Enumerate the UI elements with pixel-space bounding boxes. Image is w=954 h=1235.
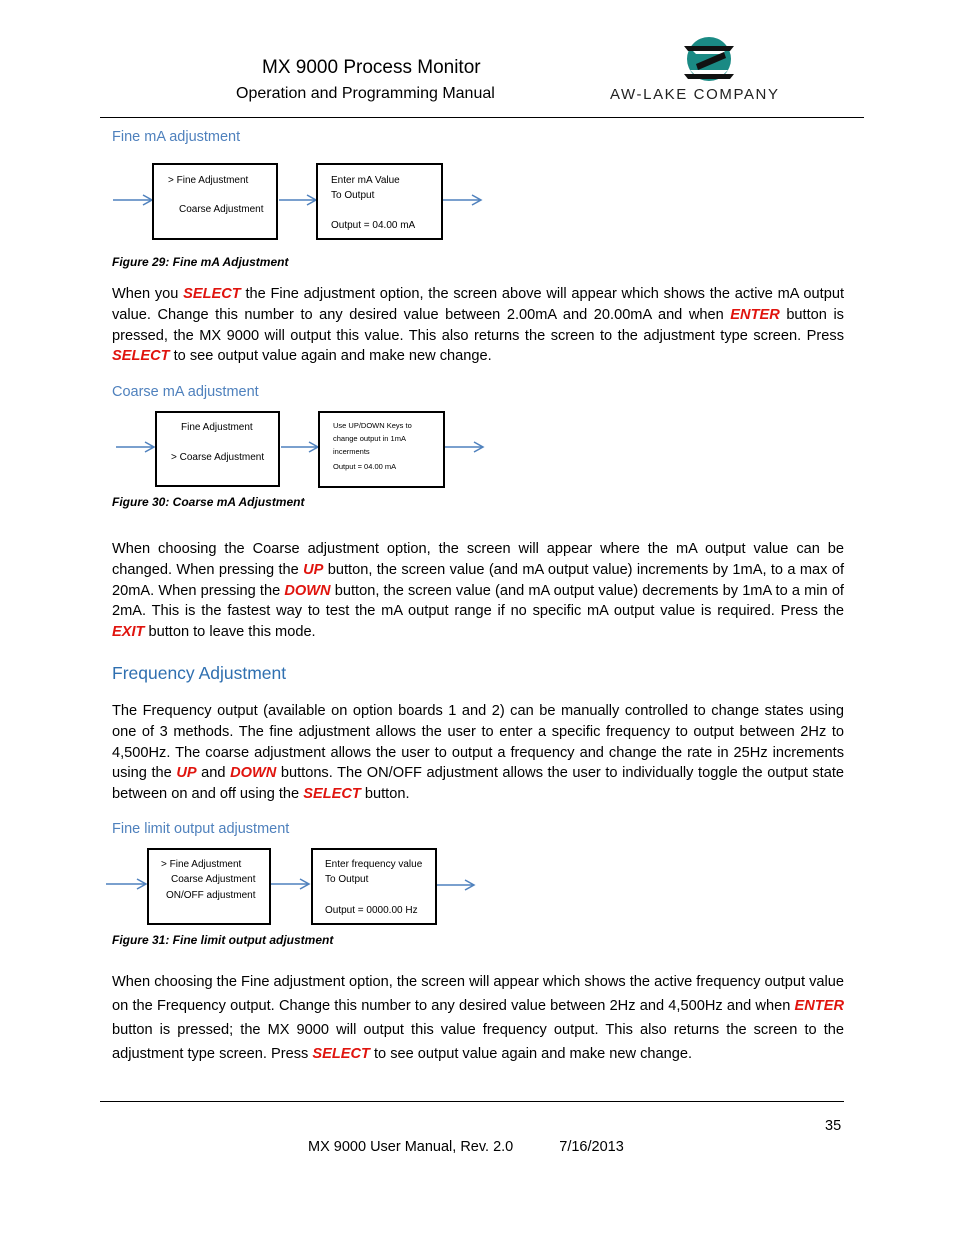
text: When choosing the Coarse adjustment option, the screen will appear where the mA output value can be changed. When pressing the [112, 541, 844, 578]
arrow-right-icon [271, 877, 313, 891]
footer-text [308, 1139, 624, 1155]
footer-rule [100, 1101, 844, 1102]
paragraph [112, 701, 844, 805]
lcd-screen-up-down [318, 411, 445, 488]
screen-line: To Output [331, 190, 375, 201]
arrow-right-icon [113, 193, 155, 207]
arrow-right-icon [281, 440, 323, 454]
screen-line: incerments [333, 447, 370, 456]
document-subtitle: Operation and Programming Manual [236, 85, 495, 102]
keyword: ENTER [794, 998, 844, 1014]
lcd-screen-adjust-type [155, 411, 280, 487]
menu-line: ON/OFF adjustment [166, 890, 256, 901]
paragraph [112, 539, 844, 643]
screen-line: Output = 0000.00 Hz [325, 905, 418, 916]
logo-text: AW-LAKE COMPANY [610, 86, 780, 103]
text: the Fine adjustment option, the screen above will appear which shows the active mA output value. Change this number to any desired value between 2.00mA and 20.00mA and when [112, 286, 844, 323]
screen-line: Output = 04.00 mA [331, 220, 416, 231]
keyword: SELECT [112, 348, 170, 365]
heading-fine-limit: Fine limit output adjustment [112, 821, 290, 837]
text: button to leave this mode. [144, 624, 316, 641]
arrow-right-icon [443, 193, 485, 207]
screen-line: Use UP/DOWN Keys to [333, 421, 412, 430]
arrow-right-icon [279, 193, 321, 207]
lcd-screen-enter-value [316, 163, 443, 240]
arrow-right-icon [116, 440, 158, 454]
lcd-screen-adjust-type [152, 163, 278, 240]
menu-line: Coarse Adjustment [179, 204, 264, 215]
lcd-screen-adjust-type [147, 848, 271, 925]
paragraph [112, 284, 844, 367]
text: When you [112, 286, 184, 302]
keyword: EXIT [112, 624, 145, 641]
header-rule [100, 117, 864, 118]
menu-line: Fine Adjustment [181, 422, 253, 433]
text: The Frequency output (available on option boards 1 and 2) can be manually controlled to change states using one of 3 methods. The fine adjustment allows the user to enter a specific frequency to output between 2Hz to 4,500Hz. The coarse adjustment allows the user to output a frequency and change the rate in 25Hz increments using the [112, 703, 844, 782]
screen-line: Output = 04.00 mA [333, 462, 397, 471]
text: to see output value again and make new change. [169, 348, 492, 365]
footer-date: 7/16/2013 [559, 1139, 624, 1155]
menu-line: > Fine Adjustment [161, 859, 242, 870]
keyword: UP [176, 765, 197, 782]
lcd-screen-enter-frequency [311, 848, 437, 925]
screen-line: change output in 1mA [333, 434, 406, 443]
keyword: SELECT [312, 1046, 370, 1062]
keyword: SELECT [303, 786, 361, 803]
aw-lake-logo-icon [606, 34, 816, 86]
text: button, the screen value (and mA output value) decrements by 1mA to a min of 2mA. This is the fastest way to test the mA output range if no specific mA output value is required. Press the [112, 582, 844, 620]
document-title: MX 9000 Process Monitor [262, 57, 481, 78]
company-logo [606, 34, 816, 106]
figure-caption: Figure 29: Fine mA Adjustment [112, 255, 289, 269]
text: button is pressed; the MX 9000 will output this value frequency output. This also returns the screen to the adjustment type screen. Press [112, 1022, 844, 1062]
footer-doc: MX 9000 User Manual, Rev. 2.0 [308, 1139, 514, 1155]
keyword: ENTER [730, 306, 780, 323]
arrow-right-icon [437, 878, 479, 892]
keyword: DOWN [230, 765, 277, 782]
figure-caption: Figure 30: Coarse mA Adjustment [112, 495, 305, 509]
menu-line: > Fine Adjustment [168, 175, 249, 186]
menu-line: Coarse Adjustment [171, 874, 256, 885]
screen-line: To Output [325, 874, 369, 885]
figure-caption: Figure 31: Fine limit output adjustment [112, 933, 334, 947]
text: and [196, 765, 231, 782]
text: button. [360, 786, 410, 803]
page-number: 35 [825, 1118, 842, 1134]
text: button is pressed, the MX 9000 will output this value. This also returns the screen to the adjustment type screen. Press [112, 306, 844, 344]
heading-fine-ma: Fine mA adjustment [112, 129, 241, 145]
text: When choosing the Fine adjustment option, the screen will appear which shows the active frequency output value on the Frequency output. Change this number to any desired value between 2Hz and 4,500Hz and when [112, 974, 844, 1014]
text: to see output value again and make new change. [369, 1046, 693, 1062]
arrow-right-icon [445, 440, 487, 454]
text: buttons. The ON/OFF adjustment allows the user to individually toggle the output state between on and off using the [112, 765, 844, 803]
keyword: UP [303, 561, 324, 578]
arrow-right-icon [106, 877, 150, 891]
text: button, the screen value (and mA output value) increments by 1mA, to a max of 20mA. When pressing the [112, 561, 844, 599]
heading-coarse-ma: Coarse mA adjustment [112, 384, 259, 400]
keyword: DOWN [284, 582, 331, 599]
heading-frequency-adjustment: Frequency Adjustment [112, 663, 287, 683]
menu-line: > Coarse Adjustment [171, 452, 265, 463]
screen-line: Enter mA Value [331, 175, 400, 186]
paragraph [112, 970, 844, 1066]
keyword: SELECT [183, 286, 241, 302]
screen-line: Enter frequency value [325, 859, 423, 870]
